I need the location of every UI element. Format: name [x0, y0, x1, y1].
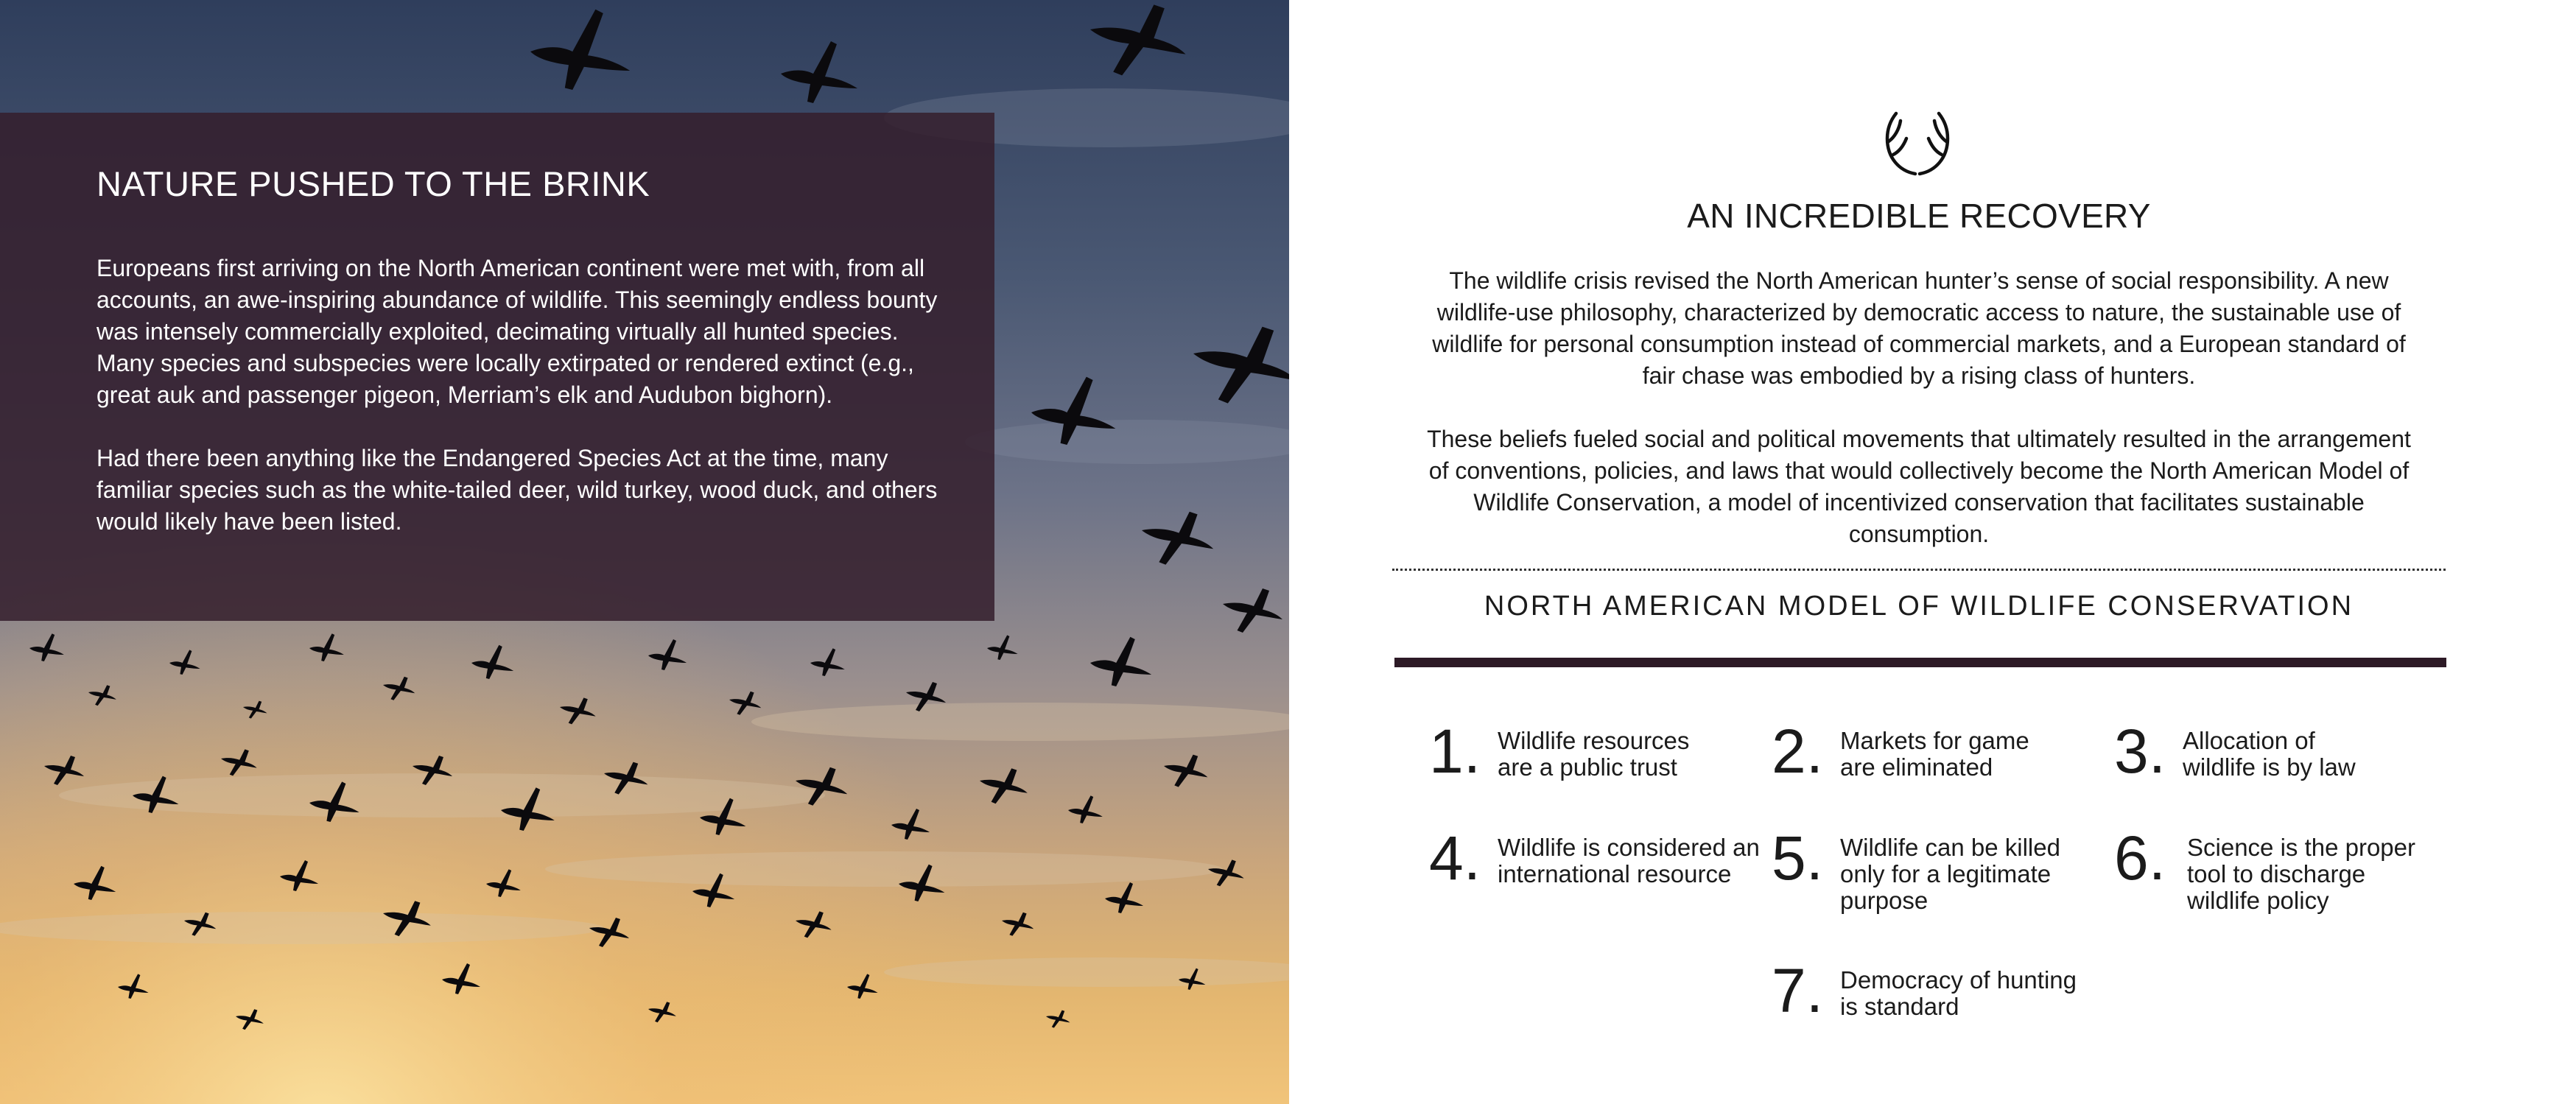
principle-text: Allocation of wildlife is by law: [2183, 727, 2356, 781]
right-body-text: [1425, 265, 2412, 582]
right-page: [1289, 0, 2576, 1104]
principle-text: Democracy of hunting is standard: [1840, 966, 2077, 1020]
principle-text: Wildlife is considered an international resource: [1498, 834, 1760, 887]
dotted-divider: [1392, 569, 2446, 571]
principle-number: 5.: [1772, 823, 1824, 893]
right-heading: AN INCREDIBLE RECOVERY: [1687, 197, 2151, 235]
principle-text: Wildlife can be killed only for a legitimate purpose: [1840, 834, 2060, 914]
left-paragraph-2: Had there been anything like the Endangered Species Act at the time, many familiar species such as the white-tailed deer, wild turkey, wood duck, and others would likely have been listed.: [96, 445, 938, 535]
principle-4: [1429, 825, 1768, 928]
principle-2: [1772, 718, 2110, 821]
left-paragraph-1: Europeans first arriving on the North American continent were met with, from all accounts, an awe-inspiring abundance of wildlife. This seemingly endless bounty was intensely commercially exploited, decimating virtually all hunted species. Many species and subspecies were locally extirpated or rendered extinct (e.g., great auk and passenger pigeon, Merriam’s elk and Audubon bighorn).: [96, 255, 938, 408]
antler-icon: [1877, 109, 1958, 179]
principle-3: [2114, 718, 2453, 821]
principle-5: [1772, 825, 2110, 928]
left-heading: NATURE PUSHED TO THE BRINK: [96, 164, 650, 203]
principle-1: [1429, 718, 1768, 821]
principle-text: Science is the proper tool to discharge wildlife policy: [2187, 834, 2416, 914]
principle-number: 6.: [2114, 823, 2166, 893]
principle-number: 7.: [1772, 956, 1824, 1025]
right-paragraph-2: These beliefs fueled social and political movements that ultimately resulted in the arrangement of conventions, policies, and laws that would collectively become the North American Model of Wildlife Conservation, a model of incentivized conservation that facilitates sustainable consumption.: [1427, 426, 2411, 547]
principle-number: 4.: [1429, 823, 1481, 893]
left-body-text: [96, 253, 958, 569]
thick-divider: [1394, 658, 2446, 667]
principle-text: Wildlife resources are a public trust: [1498, 727, 1690, 781]
principle-7: [1772, 957, 2110, 1061]
principle-number: 3.: [2114, 717, 2166, 786]
principle-text: Markets for game are eliminated: [1840, 727, 2029, 781]
principle-number: 1.: [1429, 717, 1481, 786]
model-heading: NORTH AMERICAN MODEL OF WILDLIFE CONSERVATION: [1484, 591, 2354, 622]
principle-6: [2114, 825, 2453, 928]
right-paragraph-1: The wildlife crisis revised the North American hunter’s sense of social responsibility. A new wildlife-use philosophy, characterized by democratic access to nature, the sustainable use of wildlife for personal consumption instead of commercial markets, and a European standard of fair chase was embodied by a rising class of hunters.: [1432, 267, 2406, 389]
principle-number: 2.: [1772, 717, 1824, 786]
